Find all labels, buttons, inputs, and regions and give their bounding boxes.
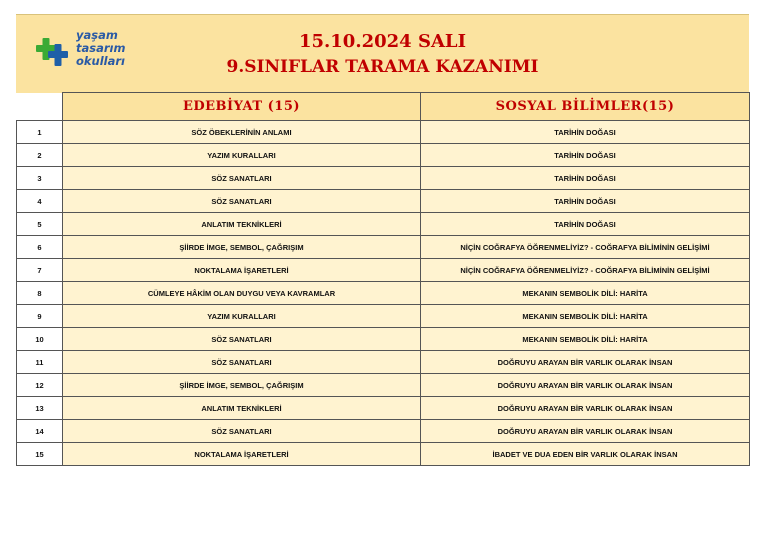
row-number: 4 (17, 190, 63, 213)
table-row (17, 374, 750, 397)
header-banner (16, 14, 749, 93)
edebiyat-topic: NOKTALAMA İŞARETLERİ (63, 259, 421, 282)
table-row (17, 213, 750, 236)
sosyal-topic: TARİHİN DOĞASI (421, 213, 750, 236)
logo-line-2: tasarım (76, 41, 126, 55)
sosyal-topic: NİÇİN COĞRAFYA ÖĞRENMELİYİZ? - COĞRAFYA BİLİMİNİN GELİŞİMİ (421, 236, 750, 259)
table-row (17, 282, 750, 305)
edebiyat-topic: SÖZ SANATLARI (63, 167, 421, 190)
edebiyat-topic: SÖZ SANATLARI (63, 351, 421, 374)
table-header-row (17, 93, 750, 121)
logo-line-3: okulları (76, 54, 125, 68)
edebiyat-topic: YAZIM KURALLARI (63, 144, 421, 167)
sosyal-topic: NİÇİN COĞRAFYA ÖĞRENMELİYİZ? - COĞRAFYA BİLİMİNİN GELİŞİMİ (421, 259, 750, 282)
row-number: 9 (17, 305, 63, 328)
row-number: 6 (17, 236, 63, 259)
sosyal-topic: DOĞRUYU ARAYAN BİR VARLIK OLARAK İNSAN (421, 397, 750, 420)
table-row (17, 167, 750, 190)
table-row (17, 305, 750, 328)
sosyal-topic: TARİHİN DOĞASI (421, 190, 750, 213)
sosyal-topic: DOĞRUYU ARAYAN BİR VARLIK OLARAK İNSAN (421, 374, 750, 397)
header-cell-edebiyat: EDEBİYAT (15) (63, 93, 421, 121)
table-row (17, 328, 750, 351)
edebiyat-topic: ANLATIM TEKNİKLERİ (63, 213, 421, 236)
row-number: 15 (17, 443, 63, 466)
edebiyat-topic: CÜMLEYE HÂKİM OLAN DUYGU VEYA KAVRAMLAR (63, 282, 421, 305)
table-row (17, 420, 750, 443)
edebiyat-topic: YAZIM KURALLARI (63, 305, 421, 328)
row-number: 10 (17, 328, 63, 351)
table-row (17, 121, 750, 144)
page-title-subject: 9.SINIFLAR TARAMA KAZANIMI (226, 57, 539, 77)
sosyal-topic: MEKANIN SEMBOLİK DİLİ: HARİTA (421, 305, 750, 328)
table-row (17, 443, 750, 466)
sosyal-topic: DOĞRUYU ARAYAN BİR VARLIK OLARAK İNSAN (421, 420, 750, 443)
row-number: 13 (17, 397, 63, 420)
edebiyat-topic: SÖZ SANATLARI (63, 420, 421, 443)
table-row (17, 236, 750, 259)
sosyal-topic: TARİHİN DOĞASI (421, 144, 750, 167)
row-number: 5 (17, 213, 63, 236)
row-number: 7 (17, 259, 63, 282)
logo-line-1: yaşam (76, 28, 118, 42)
edebiyat-topic: ANLATIM TEKNİKLERİ (63, 397, 421, 420)
table-row (17, 351, 750, 374)
sosyal-topic: İBADET VE DUA EDEN BİR VARLIK OLARAK İNSAN (421, 443, 750, 466)
edebiyat-topic: NOKTALAMA İŞARETLERİ (63, 443, 421, 466)
sosyal-topic: TARİHİN DOĞASI (421, 121, 750, 144)
header-cell-blank (17, 93, 63, 121)
table-row (17, 144, 750, 167)
table-row (17, 190, 750, 213)
kazanim-table (16, 92, 750, 466)
edebiyat-topic: SÖZ SANATLARI (63, 190, 421, 213)
header-cell-sosyal: SOSYAL BİLİMLER(15) (421, 93, 750, 121)
row-number: 8 (17, 282, 63, 305)
row-number: 14 (17, 420, 63, 443)
sosyal-topic: MEKANIN SEMBOLİK DİLİ: HARİTA (421, 282, 750, 305)
edebiyat-topic: ŞİİRDE İMGE, SEMBOL, ÇAĞRIŞIM (63, 236, 421, 259)
row-number: 12 (17, 374, 63, 397)
row-number: 3 (17, 167, 63, 190)
edebiyat-topic: SÖZ SANATLARI (63, 328, 421, 351)
table-row (17, 397, 750, 420)
row-number: 11 (17, 351, 63, 374)
row-number: 2 (17, 144, 63, 167)
edebiyat-topic: SÖZ ÖBEKLERİNİN ANLAMI (63, 121, 421, 144)
table-row (17, 259, 750, 282)
sosyal-topic: DOĞRUYU ARAYAN BİR VARLIK OLARAK İNSAN (421, 351, 750, 374)
edebiyat-topic: ŞİİRDE İMGE, SEMBOL, ÇAĞRIŞIM (63, 374, 421, 397)
sosyal-topic: TARİHİN DOĞASI (421, 167, 750, 190)
page-title-date: 15.10.2024 SALI (298, 31, 467, 52)
sosyal-topic: MEKANIN SEMBOLİK DİLİ: HARİTA (421, 328, 750, 351)
row-number: 1 (17, 121, 63, 144)
